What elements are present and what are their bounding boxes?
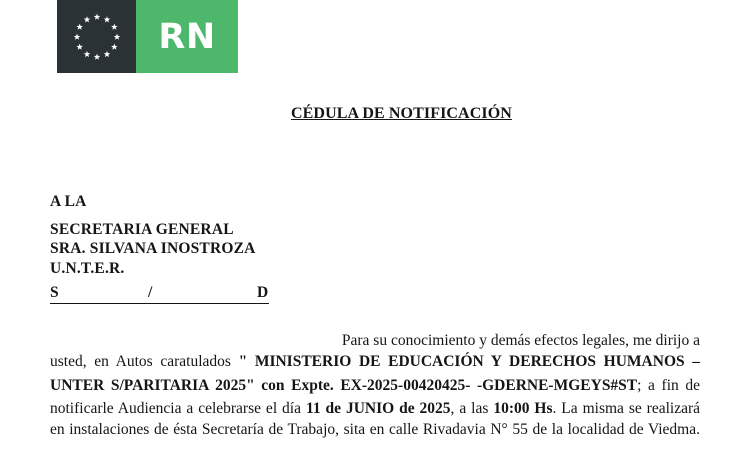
document-title: CÉDULA DE NOTIFICACIÓN	[291, 105, 512, 122]
body-line-4	[50, 399, 700, 418]
recipient-line1: SECRETARIA GENERAL	[50, 221, 234, 238]
body-line-3	[50, 376, 700, 395]
star-icon	[93, 13, 99, 19]
case-title-part1: " MINISTERIO DE EDUCACIÓN Y DERECHOS HUMANOS –	[238, 353, 701, 370]
star-icon	[111, 43, 117, 49]
body-line-1: Para su conocimiento y demás efectos legales, me dirijo a	[341, 332, 700, 349]
hearing-time: 10:00 Hs	[493, 400, 553, 417]
body-line-4e: . La misma se realizará	[552, 400, 701, 417]
star-icon	[83, 50, 89, 56]
star-icon	[103, 50, 109, 56]
star-icon	[76, 43, 82, 49]
sd-d: D	[257, 284, 269, 301]
star-icon	[83, 16, 89, 22]
star-icon	[73, 33, 79, 39]
recipient-line3: U.N.T.E.R.	[50, 260, 125, 277]
star-icon	[113, 33, 119, 39]
body-line-5: en instalaciones de ésta Secretaría de Trabajo, sita en calle Rivadavia N° 55 de la localidad de Viedma.	[50, 421, 700, 438]
body-line-3b: ; a fin de	[637, 377, 700, 394]
body-line-4c: , a las	[450, 400, 489, 417]
case-title-part2: UNTER S/PARITARIA 2025" con Expte. EX-2025-00420425- -GDERNE-MGEYS#ST	[50, 377, 638, 394]
star-icon	[76, 23, 82, 29]
rn-logo	[57, 0, 238, 73]
body-line-4a: notificarle Audiencia a celebrarse el día	[50, 400, 301, 417]
sd-s: S	[50, 284, 59, 301]
logo-emblem	[57, 0, 136, 73]
logo-text: RN	[136, 0, 238, 73]
body-line-2	[50, 352, 700, 371]
star-icon	[111, 23, 117, 29]
sd-slash: /	[148, 284, 153, 301]
star-icon	[93, 53, 99, 59]
sd-underline	[50, 303, 269, 304]
recipient-prefix: A LA	[50, 193, 87, 210]
recipient-line2: SRA. SILVANA INOSTROZA	[50, 240, 256, 257]
star-circle-icon	[69, 9, 125, 65]
star-icon	[103, 16, 109, 22]
hearing-date: 11 de JUNIO de 2025	[305, 400, 451, 417]
body-line-2a: usted, en Autos caratulados	[50, 353, 231, 370]
